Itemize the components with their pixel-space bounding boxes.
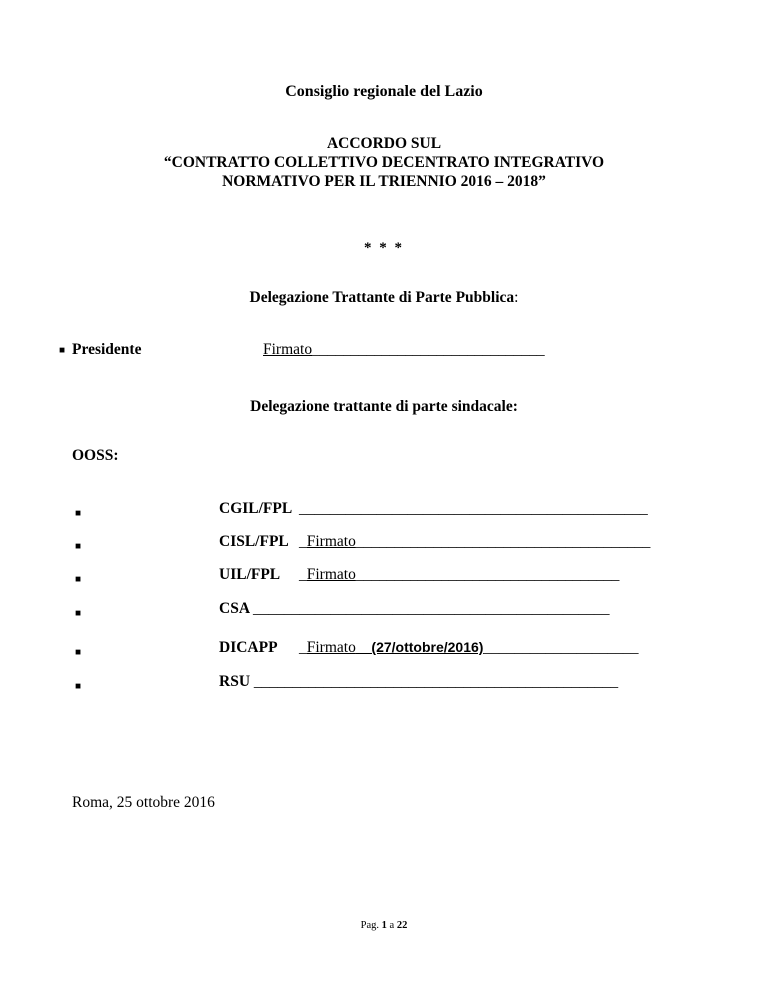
president-signature-line: ______________________________ — [312, 341, 545, 358]
place-date: Roma, 25 ottobre 2016 — [72, 794, 215, 811]
union-name — [219, 673, 618, 691]
bullet-icon: ■ — [75, 647, 82, 658]
president-signature-text: Firmato — [263, 341, 313, 358]
bullet-icon: ■ — [59, 345, 66, 356]
union-name-text: RSU — [219, 673, 251, 690]
union-name: CISL/FPL — [219, 533, 289, 550]
agreement-heading — [0, 134, 768, 191]
bullet-icon: ■ — [75, 574, 82, 585]
union-name: CGIL/FPL — [219, 500, 293, 517]
signature-line: _____________________________________________ — [299, 500, 648, 517]
union-name-text: CSA — [219, 600, 250, 617]
union-name — [219, 600, 610, 618]
union-name: DICAPP — [219, 639, 278, 656]
president-signature — [263, 341, 545, 359]
signature-line: _______________________________________________ — [253, 673, 619, 690]
ooss-label: OOSS: — [72, 447, 119, 464]
signature-line: __________________________________ — [355, 566, 620, 583]
signature-text: Firmato — [306, 639, 356, 656]
signature-line: ______________________________________ — [355, 533, 651, 550]
signature-date-note: __(27/ottobre/2016) — [355, 639, 484, 655]
union-row-csa — [0, 600, 768, 622]
footer-prefix: Pag. — [360, 920, 380, 931]
president-label: Presidente — [72, 341, 142, 358]
union-row-rsu — [0, 673, 768, 695]
union-signature — [299, 500, 648, 518]
bullet-icon: ■ — [75, 608, 82, 619]
heading-line-1: ACCORDO SUL — [326, 135, 442, 152]
signature-line: ____________________ — [483, 639, 639, 656]
union-signature — [299, 639, 638, 657]
public-delegation-colon: : — [514, 289, 519, 306]
union-signature — [299, 566, 619, 584]
union-row-dicapp — [0, 639, 768, 661]
bullet-icon: ■ — [75, 541, 82, 552]
union-row-cgil — [0, 500, 768, 522]
signature-prefix: _ — [299, 566, 307, 583]
public-delegation-label: Delegazione Trattante di Parte Pubblica — [249, 289, 515, 306]
heading-line-3: NORMATIVO PER IL TRIENNIO 2016 – 2018” — [222, 173, 546, 190]
bullet-icon: ■ — [75, 681, 82, 692]
page-footer — [0, 920, 768, 931]
public-delegation-heading — [0, 289, 768, 307]
signature-text: Firmato — [306, 533, 356, 550]
footer-page-number: 1 — [381, 920, 387, 931]
signature-prefix: _ — [299, 533, 307, 550]
footer-of: a — [389, 920, 395, 931]
union-row-cisl — [0, 533, 768, 555]
footer-total-pages: 22 — [396, 920, 408, 931]
signature-line: ______________________________________________ — [253, 600, 610, 617]
union-delegation-heading: Delegazione trattante di parte sindacale: — [250, 398, 518, 415]
union-name: UIL/FPL — [219, 566, 281, 583]
union-signature — [299, 533, 650, 551]
document-title: Consiglio regionale del Lazio — [285, 83, 483, 100]
union-row-uil — [0, 566, 768, 588]
heading-line-2: “CONTRATTO COLLETTIVO DECENTRATO INTEGRATIVO — [163, 154, 605, 171]
signature-text: Firmato — [306, 566, 356, 583]
section-separator: * * * — [364, 240, 404, 256]
bullet-icon: ■ — [75, 508, 82, 519]
signature-prefix: _ — [299, 639, 307, 656]
